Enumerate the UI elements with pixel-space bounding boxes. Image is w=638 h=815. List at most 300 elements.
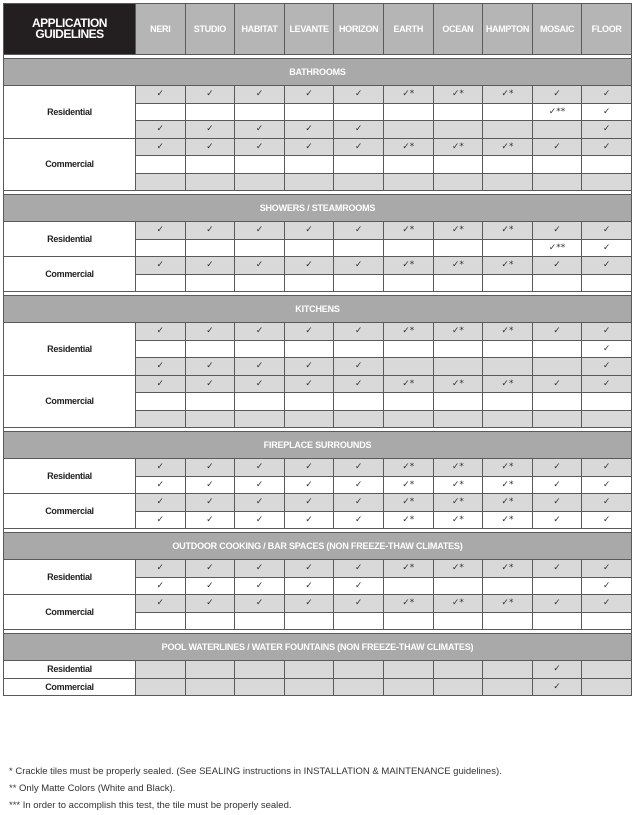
group-label: Commercial: [4, 257, 136, 292]
check-mark-cell: ✓: [136, 86, 186, 104]
empty-cell: [284, 156, 334, 174]
check-mark-cell: ✓*: [483, 595, 533, 613]
check-mark-cell: ✓: [284, 138, 334, 156]
empty-cell: [235, 239, 285, 257]
check-mark-cell: ✓*: [483, 560, 533, 578]
check-mark-cell: ✓: [582, 577, 632, 595]
table-row: [4, 257, 632, 275]
header-row: [4, 4, 632, 55]
check-mark-cell: ✓*: [483, 494, 533, 512]
check-mark-cell: ✓: [334, 494, 384, 512]
empty-cell: [532, 156, 582, 174]
check-mark-cell: ✓*: [483, 375, 533, 393]
check-mark-cell: ✓: [235, 121, 285, 139]
check-mark-cell: ✓*: [483, 476, 533, 494]
footnote: * Crackle tiles must be properly sealed. (See SEALING instructions in INSTALLATION & MAINTENANCE guidelines).: [9, 766, 502, 777]
empty-cell: [185, 678, 235, 696]
column-header-hampton: HAMPTON: [483, 4, 533, 55]
check-mark-cell: ✓: [235, 595, 285, 613]
check-mark-cell: ✓: [284, 560, 334, 578]
check-mark-cell: ✓: [284, 86, 334, 104]
check-mark-cell: ✓*: [433, 138, 483, 156]
check-mark-cell: ✓: [284, 494, 334, 512]
check-mark-cell: ✓: [136, 459, 186, 477]
check-mark-cell: ✓: [334, 138, 384, 156]
check-mark-cell: ✓*: [433, 560, 483, 578]
empty-cell: [185, 612, 235, 630]
column-header-levante: LEVANTE: [284, 4, 334, 55]
table-title: APPLICATION GUIDELINES: [4, 4, 136, 55]
empty-cell: [383, 239, 433, 257]
empty-cell: [235, 661, 285, 679]
empty-cell: [383, 577, 433, 595]
empty-cell: [532, 358, 582, 376]
check-mark-cell: ✓*: [483, 86, 533, 104]
empty-cell: [383, 274, 433, 292]
check-mark-cell: ✓: [582, 595, 632, 613]
check-mark-cell: ✓: [532, 86, 582, 104]
check-mark-cell: ✓: [532, 560, 582, 578]
check-mark-cell: ✓*: [383, 222, 433, 240]
section-title: POOL WATERLINES / WATER FOUNTAINS (NON FREEZE-THAW CLIMATES): [4, 634, 632, 661]
empty-cell: [383, 340, 433, 358]
footnote: ** Only Matte Colors (White and Black).: [9, 783, 176, 794]
empty-cell: [433, 577, 483, 595]
check-mark-cell: ✓: [185, 86, 235, 104]
empty-cell: [136, 156, 186, 174]
table-row: [4, 86, 632, 104]
check-mark-cell: ✓: [136, 595, 186, 613]
check-mark-cell: ✓: [284, 323, 334, 341]
empty-cell: [383, 121, 433, 139]
check-mark-cell: ✓: [185, 257, 235, 275]
empty-cell: [284, 393, 334, 411]
check-mark-cell: ✓: [582, 239, 632, 257]
empty-cell: [383, 612, 433, 630]
empty-cell: [136, 410, 186, 428]
guidelines-document: [3, 3, 631, 811]
empty-cell: [582, 274, 632, 292]
empty-cell: [433, 156, 483, 174]
empty-cell: [284, 274, 334, 292]
empty-cell: [433, 410, 483, 428]
check-mark-cell: ✓: [532, 511, 582, 529]
column-header-studio: STUDIO: [185, 4, 235, 55]
check-mark-cell: ✓: [334, 560, 384, 578]
check-mark-cell: ✓*: [433, 595, 483, 613]
check-mark-cell: ✓: [334, 476, 384, 494]
empty-cell: [185, 410, 235, 428]
check-mark-cell: ✓*: [383, 257, 433, 275]
empty-cell: [433, 612, 483, 630]
check-mark-cell: ✓: [582, 494, 632, 512]
check-mark-cell: ✓**: [532, 103, 582, 121]
check-mark-cell: ✓*: [383, 138, 433, 156]
group-label: Commercial: [4, 375, 136, 428]
table-row: [4, 560, 632, 578]
check-mark-cell: ✓*: [383, 323, 433, 341]
check-mark-cell: ✓*: [483, 222, 533, 240]
check-mark-cell: ✓: [284, 121, 334, 139]
group-label: Residential: [4, 661, 136, 679]
check-mark-cell: ✓: [532, 375, 582, 393]
check-mark-cell: ✓: [136, 375, 186, 393]
check-mark-cell: ✓: [235, 459, 285, 477]
empty-cell: [433, 173, 483, 191]
column-header-earth: EARTH: [383, 4, 433, 55]
column-header-floor: FLOOR: [582, 4, 632, 55]
check-mark-cell: ✓: [284, 595, 334, 613]
empty-cell: [383, 678, 433, 696]
empty-cell: [185, 340, 235, 358]
check-mark-cell: ✓*: [383, 494, 433, 512]
empty-cell: [483, 410, 533, 428]
empty-cell: [582, 393, 632, 411]
check-mark-cell: ✓: [334, 459, 384, 477]
group-label: Residential: [4, 323, 136, 376]
group-label: Residential: [4, 459, 136, 494]
empty-cell: [483, 121, 533, 139]
check-mark-cell: ✓: [582, 121, 632, 139]
check-mark-cell: ✓: [284, 577, 334, 595]
empty-cell: [185, 661, 235, 679]
empty-cell: [532, 274, 582, 292]
check-mark-cell: ✓: [235, 577, 285, 595]
check-mark-cell: ✓: [582, 358, 632, 376]
check-mark-cell: ✓: [136, 323, 186, 341]
empty-cell: [383, 358, 433, 376]
group-label: Commercial: [4, 595, 136, 630]
check-mark-cell: ✓: [334, 86, 384, 104]
empty-cell: [433, 239, 483, 257]
check-mark-cell: ✓: [334, 595, 384, 613]
check-mark-cell: ✓*: [433, 476, 483, 494]
check-mark-cell: ✓: [235, 257, 285, 275]
check-mark-cell: ✓: [532, 661, 582, 679]
check-mark-cell: ✓: [284, 511, 334, 529]
check-mark-cell: ✓**: [532, 239, 582, 257]
check-mark-cell: ✓: [235, 511, 285, 529]
check-mark-cell: ✓*: [383, 511, 433, 529]
check-mark-cell: ✓*: [433, 494, 483, 512]
table-row: [4, 595, 632, 613]
empty-cell: [334, 239, 384, 257]
check-mark-cell: ✓: [136, 511, 186, 529]
empty-cell: [185, 156, 235, 174]
empty-cell: [136, 274, 186, 292]
check-mark-cell: ✓: [334, 121, 384, 139]
empty-cell: [483, 156, 533, 174]
check-mark-cell: ✓*: [483, 257, 533, 275]
check-mark-cell: ✓: [532, 222, 582, 240]
empty-cell: [284, 173, 334, 191]
check-mark-cell: ✓: [334, 222, 384, 240]
check-mark-cell: ✓: [136, 222, 186, 240]
empty-cell: [532, 173, 582, 191]
check-mark-cell: ✓: [582, 86, 632, 104]
check-mark-cell: ✓: [235, 375, 285, 393]
check-mark-cell: ✓: [235, 358, 285, 376]
empty-cell: [284, 340, 334, 358]
column-header-ocean: OCEAN: [433, 4, 483, 55]
empty-cell: [136, 612, 186, 630]
check-mark-cell: ✓: [334, 257, 384, 275]
empty-cell: [235, 340, 285, 358]
empty-cell: [136, 661, 186, 679]
check-mark-cell: ✓: [185, 511, 235, 529]
check-mark-cell: ✓: [136, 257, 186, 275]
empty-cell: [136, 173, 186, 191]
empty-cell: [483, 173, 533, 191]
check-mark-cell: ✓: [185, 494, 235, 512]
check-mark-cell: ✓: [284, 459, 334, 477]
check-mark-cell: ✓: [235, 560, 285, 578]
empty-cell: [334, 661, 384, 679]
empty-cell: [185, 393, 235, 411]
empty-cell: [383, 173, 433, 191]
check-mark-cell: ✓: [235, 476, 285, 494]
column-header-habitat: HABITAT: [235, 4, 285, 55]
empty-cell: [334, 678, 384, 696]
check-mark-cell: ✓*: [433, 222, 483, 240]
empty-cell: [334, 274, 384, 292]
empty-cell: [136, 239, 186, 257]
column-header-neri: NERI: [136, 4, 186, 55]
empty-cell: [235, 173, 285, 191]
group-label: Residential: [4, 560, 136, 595]
section-title: SHOWERS / STEAMROOMS: [4, 195, 632, 222]
empty-cell: [532, 612, 582, 630]
check-mark-cell: ✓: [235, 222, 285, 240]
check-mark-cell: ✓*: [433, 257, 483, 275]
table-row: [4, 222, 632, 240]
empty-cell: [185, 239, 235, 257]
check-mark-cell: ✓: [235, 494, 285, 512]
check-mark-cell: ✓*: [483, 511, 533, 529]
empty-cell: [383, 156, 433, 174]
check-mark-cell: ✓: [532, 476, 582, 494]
check-mark-cell: ✓: [532, 138, 582, 156]
empty-cell: [235, 156, 285, 174]
empty-cell: [334, 103, 384, 121]
empty-cell: [383, 661, 433, 679]
check-mark-cell: ✓: [136, 577, 186, 595]
section-title: FIREPLACE SURROUNDS: [4, 432, 632, 459]
check-mark-cell: ✓*: [433, 323, 483, 341]
empty-cell: [483, 340, 533, 358]
empty-cell: [433, 340, 483, 358]
table-row: [4, 678, 632, 696]
empty-cell: [532, 410, 582, 428]
empty-cell: [582, 410, 632, 428]
check-mark-cell: ✓: [532, 257, 582, 275]
check-mark-cell: ✓*: [383, 375, 433, 393]
application-guidelines-table: [3, 3, 632, 696]
empty-cell: [582, 173, 632, 191]
empty-cell: [136, 393, 186, 411]
empty-cell: [433, 121, 483, 139]
table-row: [4, 323, 632, 341]
check-mark-cell: ✓: [334, 577, 384, 595]
check-mark-cell: ✓: [136, 121, 186, 139]
check-mark-cell: ✓: [582, 103, 632, 121]
empty-cell: [383, 393, 433, 411]
check-mark-cell: ✓: [185, 375, 235, 393]
check-mark-cell: ✓: [185, 138, 235, 156]
empty-cell: [136, 678, 186, 696]
empty-cell: [136, 340, 186, 358]
empty-cell: [235, 678, 285, 696]
check-mark-cell: ✓: [185, 323, 235, 341]
table-body: [4, 55, 632, 696]
empty-cell: [383, 103, 433, 121]
check-mark-cell: ✓: [334, 511, 384, 529]
check-mark-cell: ✓: [284, 358, 334, 376]
check-mark-cell: ✓*: [433, 511, 483, 529]
empty-cell: [483, 103, 533, 121]
check-mark-cell: ✓: [185, 358, 235, 376]
check-mark-cell: ✓*: [433, 86, 483, 104]
empty-cell: [235, 274, 285, 292]
group-label: Residential: [4, 86, 136, 139]
empty-cell: [334, 612, 384, 630]
group-label: Commercial: [4, 138, 136, 191]
check-mark-cell: ✓: [235, 86, 285, 104]
section-title: BATHROOMS: [4, 59, 632, 86]
table-row: [4, 661, 632, 679]
check-mark-cell: ✓: [185, 577, 235, 595]
group-label: Residential: [4, 222, 136, 257]
check-mark-cell: ✓: [235, 138, 285, 156]
check-mark-cell: ✓: [532, 595, 582, 613]
check-mark-cell: ✓: [334, 375, 384, 393]
check-mark-cell: ✓: [532, 494, 582, 512]
check-mark-cell: ✓: [185, 459, 235, 477]
empty-cell: [483, 678, 533, 696]
empty-cell: [483, 274, 533, 292]
empty-cell: [433, 393, 483, 411]
empty-cell: [582, 661, 632, 679]
empty-cell: [483, 661, 533, 679]
empty-cell: [334, 340, 384, 358]
check-mark-cell: ✓: [136, 494, 186, 512]
empty-cell: [582, 612, 632, 630]
empty-cell: [334, 393, 384, 411]
check-mark-cell: ✓: [136, 560, 186, 578]
check-mark-cell: ✓: [582, 340, 632, 358]
empty-cell: [235, 393, 285, 411]
check-mark-cell: ✓: [334, 358, 384, 376]
check-mark-cell: ✓*: [483, 138, 533, 156]
check-mark-cell: ✓: [582, 459, 632, 477]
empty-cell: [433, 358, 483, 376]
check-mark-cell: ✓: [235, 323, 285, 341]
empty-cell: [483, 358, 533, 376]
table-row: [4, 138, 632, 156]
section-title: OUTDOOR COOKING / BAR SPACES (NON FREEZE-THAW CLIMATES): [4, 533, 632, 560]
empty-cell: [582, 156, 632, 174]
check-mark-cell: ✓: [284, 476, 334, 494]
empty-cell: [284, 103, 334, 121]
check-mark-cell: ✓: [532, 459, 582, 477]
empty-cell: [334, 410, 384, 428]
empty-cell: [235, 612, 285, 630]
check-mark-cell: ✓: [185, 222, 235, 240]
check-mark-cell: ✓: [284, 222, 334, 240]
empty-cell: [284, 410, 334, 428]
check-mark-cell: ✓*: [433, 459, 483, 477]
check-mark-cell: ✓: [582, 222, 632, 240]
table-row: [4, 459, 632, 477]
check-mark-cell: ✓*: [383, 459, 433, 477]
check-mark-cell: ✓: [185, 560, 235, 578]
empty-cell: [532, 121, 582, 139]
empty-cell: [483, 393, 533, 411]
empty-cell: [284, 612, 334, 630]
empty-cell: [185, 173, 235, 191]
empty-cell: [284, 661, 334, 679]
check-mark-cell: ✓: [185, 595, 235, 613]
empty-cell: [433, 678, 483, 696]
table-row: [4, 375, 632, 393]
check-mark-cell: ✓: [582, 375, 632, 393]
check-mark-cell: ✓*: [383, 595, 433, 613]
empty-cell: [284, 239, 334, 257]
empty-cell: [433, 661, 483, 679]
empty-cell: [532, 340, 582, 358]
empty-cell: [334, 156, 384, 174]
check-mark-cell: ✓: [532, 323, 582, 341]
check-mark-cell: ✓: [136, 358, 186, 376]
check-mark-cell: ✓: [136, 138, 186, 156]
group-label: Commercial: [4, 678, 136, 696]
check-mark-cell: ✓: [334, 323, 384, 341]
empty-cell: [483, 612, 533, 630]
check-mark-cell: ✓: [532, 678, 582, 696]
check-mark-cell: ✓: [582, 138, 632, 156]
check-mark-cell: ✓: [582, 257, 632, 275]
empty-cell: [235, 410, 285, 428]
check-mark-cell: ✓: [284, 375, 334, 393]
empty-cell: [433, 103, 483, 121]
check-mark-cell: ✓: [136, 476, 186, 494]
empty-cell: [284, 678, 334, 696]
empty-cell: [532, 393, 582, 411]
empty-cell: [136, 103, 186, 121]
check-mark-cell: ✓: [284, 257, 334, 275]
check-mark-cell: ✓*: [483, 459, 533, 477]
empty-cell: [483, 239, 533, 257]
empty-cell: [532, 577, 582, 595]
empty-cell: [185, 274, 235, 292]
empty-cell: [433, 274, 483, 292]
empty-cell: [582, 678, 632, 696]
check-mark-cell: ✓: [185, 121, 235, 139]
section-title: KITCHENS: [4, 296, 632, 323]
check-mark-cell: ✓*: [383, 86, 433, 104]
empty-cell: [383, 410, 433, 428]
empty-cell: [334, 173, 384, 191]
check-mark-cell: ✓: [582, 323, 632, 341]
check-mark-cell: ✓: [185, 476, 235, 494]
check-mark-cell: ✓: [582, 511, 632, 529]
column-header-horizon: HORIZON: [334, 4, 384, 55]
footnote: *** In order to accomplish this test, the tile must be properly sealed.: [9, 800, 292, 811]
footnotes: [9, 763, 629, 814]
empty-cell: [483, 577, 533, 595]
check-mark-cell: ✓: [582, 560, 632, 578]
check-mark-cell: ✓*: [483, 323, 533, 341]
